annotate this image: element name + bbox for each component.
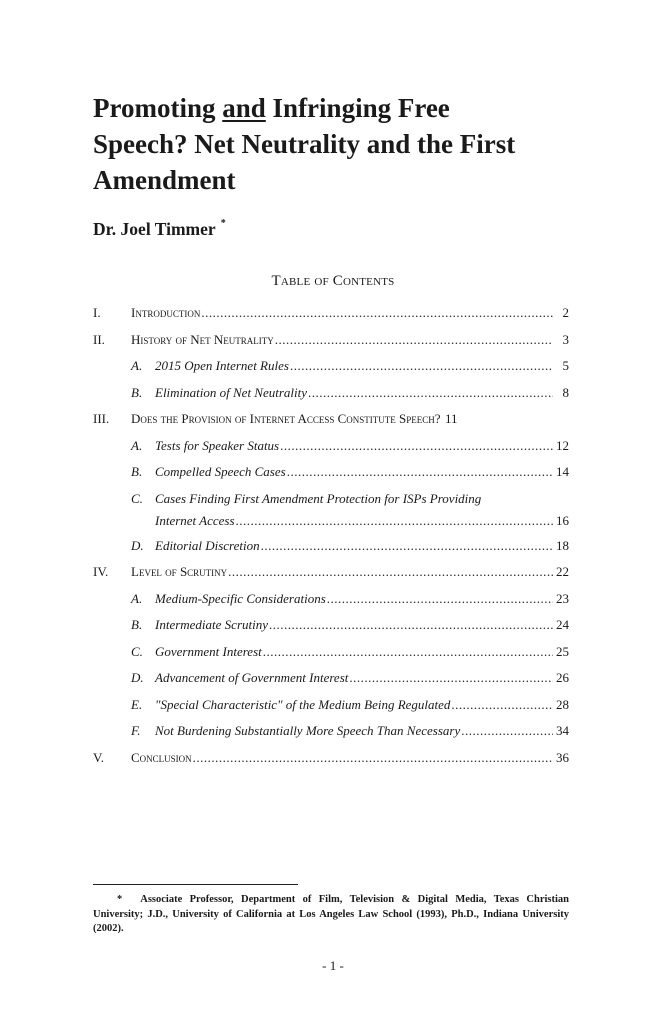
toc-subentry-title: Government Interest bbox=[155, 643, 262, 659]
author-name: Dr. Joel Timmer bbox=[93, 218, 216, 239]
toc-subentry-page: 5 bbox=[562, 358, 569, 373]
toc-entry-page: 36 bbox=[556, 749, 569, 765]
article-title bbox=[93, 90, 573, 198]
toc-heading: Table of Contents bbox=[271, 273, 395, 289]
title-underlined-word: and bbox=[222, 93, 266, 123]
toc-dot-leader bbox=[275, 330, 553, 350]
footnote bbox=[93, 893, 569, 937]
title-line-2: Speech? Net Neutrality and the First bbox=[93, 129, 516, 159]
title-line-3: Amendment bbox=[93, 165, 236, 195]
toc-subentry-letter: B. bbox=[131, 384, 143, 400]
toc-subentry-letter: D. bbox=[131, 670, 144, 685]
toc-entry-page: 22 bbox=[556, 564, 569, 579]
toc-subentry bbox=[93, 536, 569, 563]
toc-entry-number: I. bbox=[93, 305, 101, 320]
toc-subentry-letter: D. bbox=[131, 537, 144, 553]
toc-subentry-letter: A. bbox=[131, 437, 143, 453]
toc-entry bbox=[93, 330, 569, 357]
toc-entry bbox=[93, 748, 569, 775]
toc-entry-number: V. bbox=[93, 749, 104, 765]
footnote-text: Associate Professor, Department of Film, Television & Digital Media, Texas Christian University; J.D., University of California at Los Angeles Law School (1993), Ph.D., Indiana University (2002). bbox=[93, 894, 569, 934]
footnote-marker: * bbox=[117, 894, 123, 905]
title-text-part1: Promoting bbox=[93, 93, 223, 123]
toc-subentry-letter: B. bbox=[131, 464, 143, 479]
toc-entry-page: 3 bbox=[562, 331, 569, 347]
toc-subentry bbox=[93, 383, 569, 410]
toc-subentry bbox=[93, 589, 569, 616]
toc-subentry-page: 12 bbox=[556, 437, 569, 453]
footnote-separator bbox=[93, 884, 298, 885]
toc-subentry bbox=[93, 462, 569, 489]
toc-entry bbox=[93, 303, 569, 330]
toc-dot-leader bbox=[236, 511, 553, 531]
toc-dot-leader bbox=[263, 642, 553, 662]
toc-entry-number: III. bbox=[93, 411, 110, 426]
toc-dot-leader bbox=[327, 589, 553, 609]
toc-subentry bbox=[93, 436, 569, 463]
table-of-contents bbox=[93, 303, 569, 774]
toc-subentry-title: Not Burdening Substantially More Speech Than Necessary bbox=[155, 723, 461, 738]
toc-dot-leader bbox=[290, 356, 553, 376]
toc-subentry-title-line1: Cases Finding First Amendment Protection for ISPs Providing bbox=[155, 490, 482, 506]
toc-entry-number: II. bbox=[93, 331, 105, 347]
title-text-part2: Infringing Free bbox=[265, 93, 450, 123]
toc-subentry-title: Medium-Specific Considerations bbox=[155, 590, 326, 606]
toc-dot-leader bbox=[269, 615, 553, 635]
toc-subentry-page: 8 bbox=[562, 384, 569, 400]
toc-subentry bbox=[93, 668, 569, 695]
author-line bbox=[93, 215, 226, 240]
toc-entry-title: Conclusion bbox=[131, 749, 192, 765]
toc-subentry-letter: C. bbox=[131, 490, 143, 506]
toc-subentry-title-line2: Internet Access bbox=[155, 512, 235, 528]
toc-subentry bbox=[93, 695, 569, 722]
toc-dot-leader bbox=[193, 748, 553, 768]
toc-subentry-title: 2015 Open Internet Rules bbox=[155, 358, 289, 373]
toc-dot-leader bbox=[287, 462, 553, 482]
toc-subentry-title: "Special Characteristic" of the Medium Being Regulated bbox=[155, 696, 451, 712]
toc-subentry-letter: B. bbox=[131, 617, 143, 632]
toc-subentry-title: Intermediate Scrutiny bbox=[155, 617, 268, 632]
toc-subentry-letter: F. bbox=[131, 723, 141, 738]
toc-subentry bbox=[93, 356, 569, 383]
toc-subentry-title: Editorial Discretion bbox=[155, 537, 260, 553]
toc-entry-title: Does the Provision of Internet Access Constitute Speech? bbox=[131, 411, 441, 426]
toc-subentry-page: 14 bbox=[556, 464, 569, 479]
toc-dot-leader bbox=[349, 668, 553, 688]
toc-dot-leader bbox=[308, 383, 553, 403]
author-footnote-marker: * bbox=[220, 218, 226, 229]
toc-entry-page: 11 bbox=[445, 411, 458, 426]
toc-entry-title: Level of Scrutiny bbox=[131, 564, 228, 579]
toc-dot-leader bbox=[261, 536, 553, 556]
toc-subentry bbox=[93, 642, 569, 669]
toc-subentry-page: 24 bbox=[556, 617, 569, 632]
toc-entry-title: Introduction bbox=[131, 305, 201, 320]
toc-subentry-page: 34 bbox=[556, 723, 569, 738]
toc-entry-page: 2 bbox=[562, 305, 569, 320]
toc-dot-leader bbox=[280, 436, 553, 456]
toc-entry bbox=[93, 409, 569, 436]
toc-subentry-title: Advancement of Government Interest bbox=[155, 670, 349, 685]
toc-dot-leader bbox=[201, 303, 553, 323]
toc-dot-leader bbox=[451, 695, 553, 715]
toc-dot-leader bbox=[228, 562, 553, 582]
toc-subentry-page: 16 bbox=[556, 512, 569, 528]
toc-subentry-page: 28 bbox=[556, 696, 569, 712]
toc-entry bbox=[93, 562, 569, 589]
toc-subentry-page: 18 bbox=[556, 537, 569, 553]
page-number: - 1 - bbox=[322, 958, 344, 973]
toc-subentry-letter: E. bbox=[131, 696, 143, 712]
toc-subentry-title: Elimination of Net Neutrality bbox=[155, 384, 308, 400]
toc-subentry-page: 23 bbox=[556, 590, 569, 606]
toc-entry-number: IV. bbox=[93, 564, 109, 579]
toc-subentry bbox=[93, 615, 569, 642]
toc-subentry-title: Tests for Speaker Status bbox=[155, 437, 280, 453]
toc-subentry-title: Compelled Speech Cases bbox=[155, 464, 286, 479]
title-line-1 bbox=[93, 90, 573, 126]
toc-subentry bbox=[93, 721, 569, 748]
toc-dot-leader bbox=[461, 721, 553, 741]
toc-subentry bbox=[93, 489, 569, 536]
toc-subentry-page: 25 bbox=[556, 643, 569, 659]
toc-subentry-letter: A. bbox=[131, 358, 143, 373]
toc-subentry-letter: A. bbox=[131, 590, 143, 606]
toc-subentry-page: 26 bbox=[556, 670, 569, 685]
toc-subentry-letter: C. bbox=[131, 643, 143, 659]
toc-entry-title: History of Net Neutrality bbox=[131, 331, 274, 347]
